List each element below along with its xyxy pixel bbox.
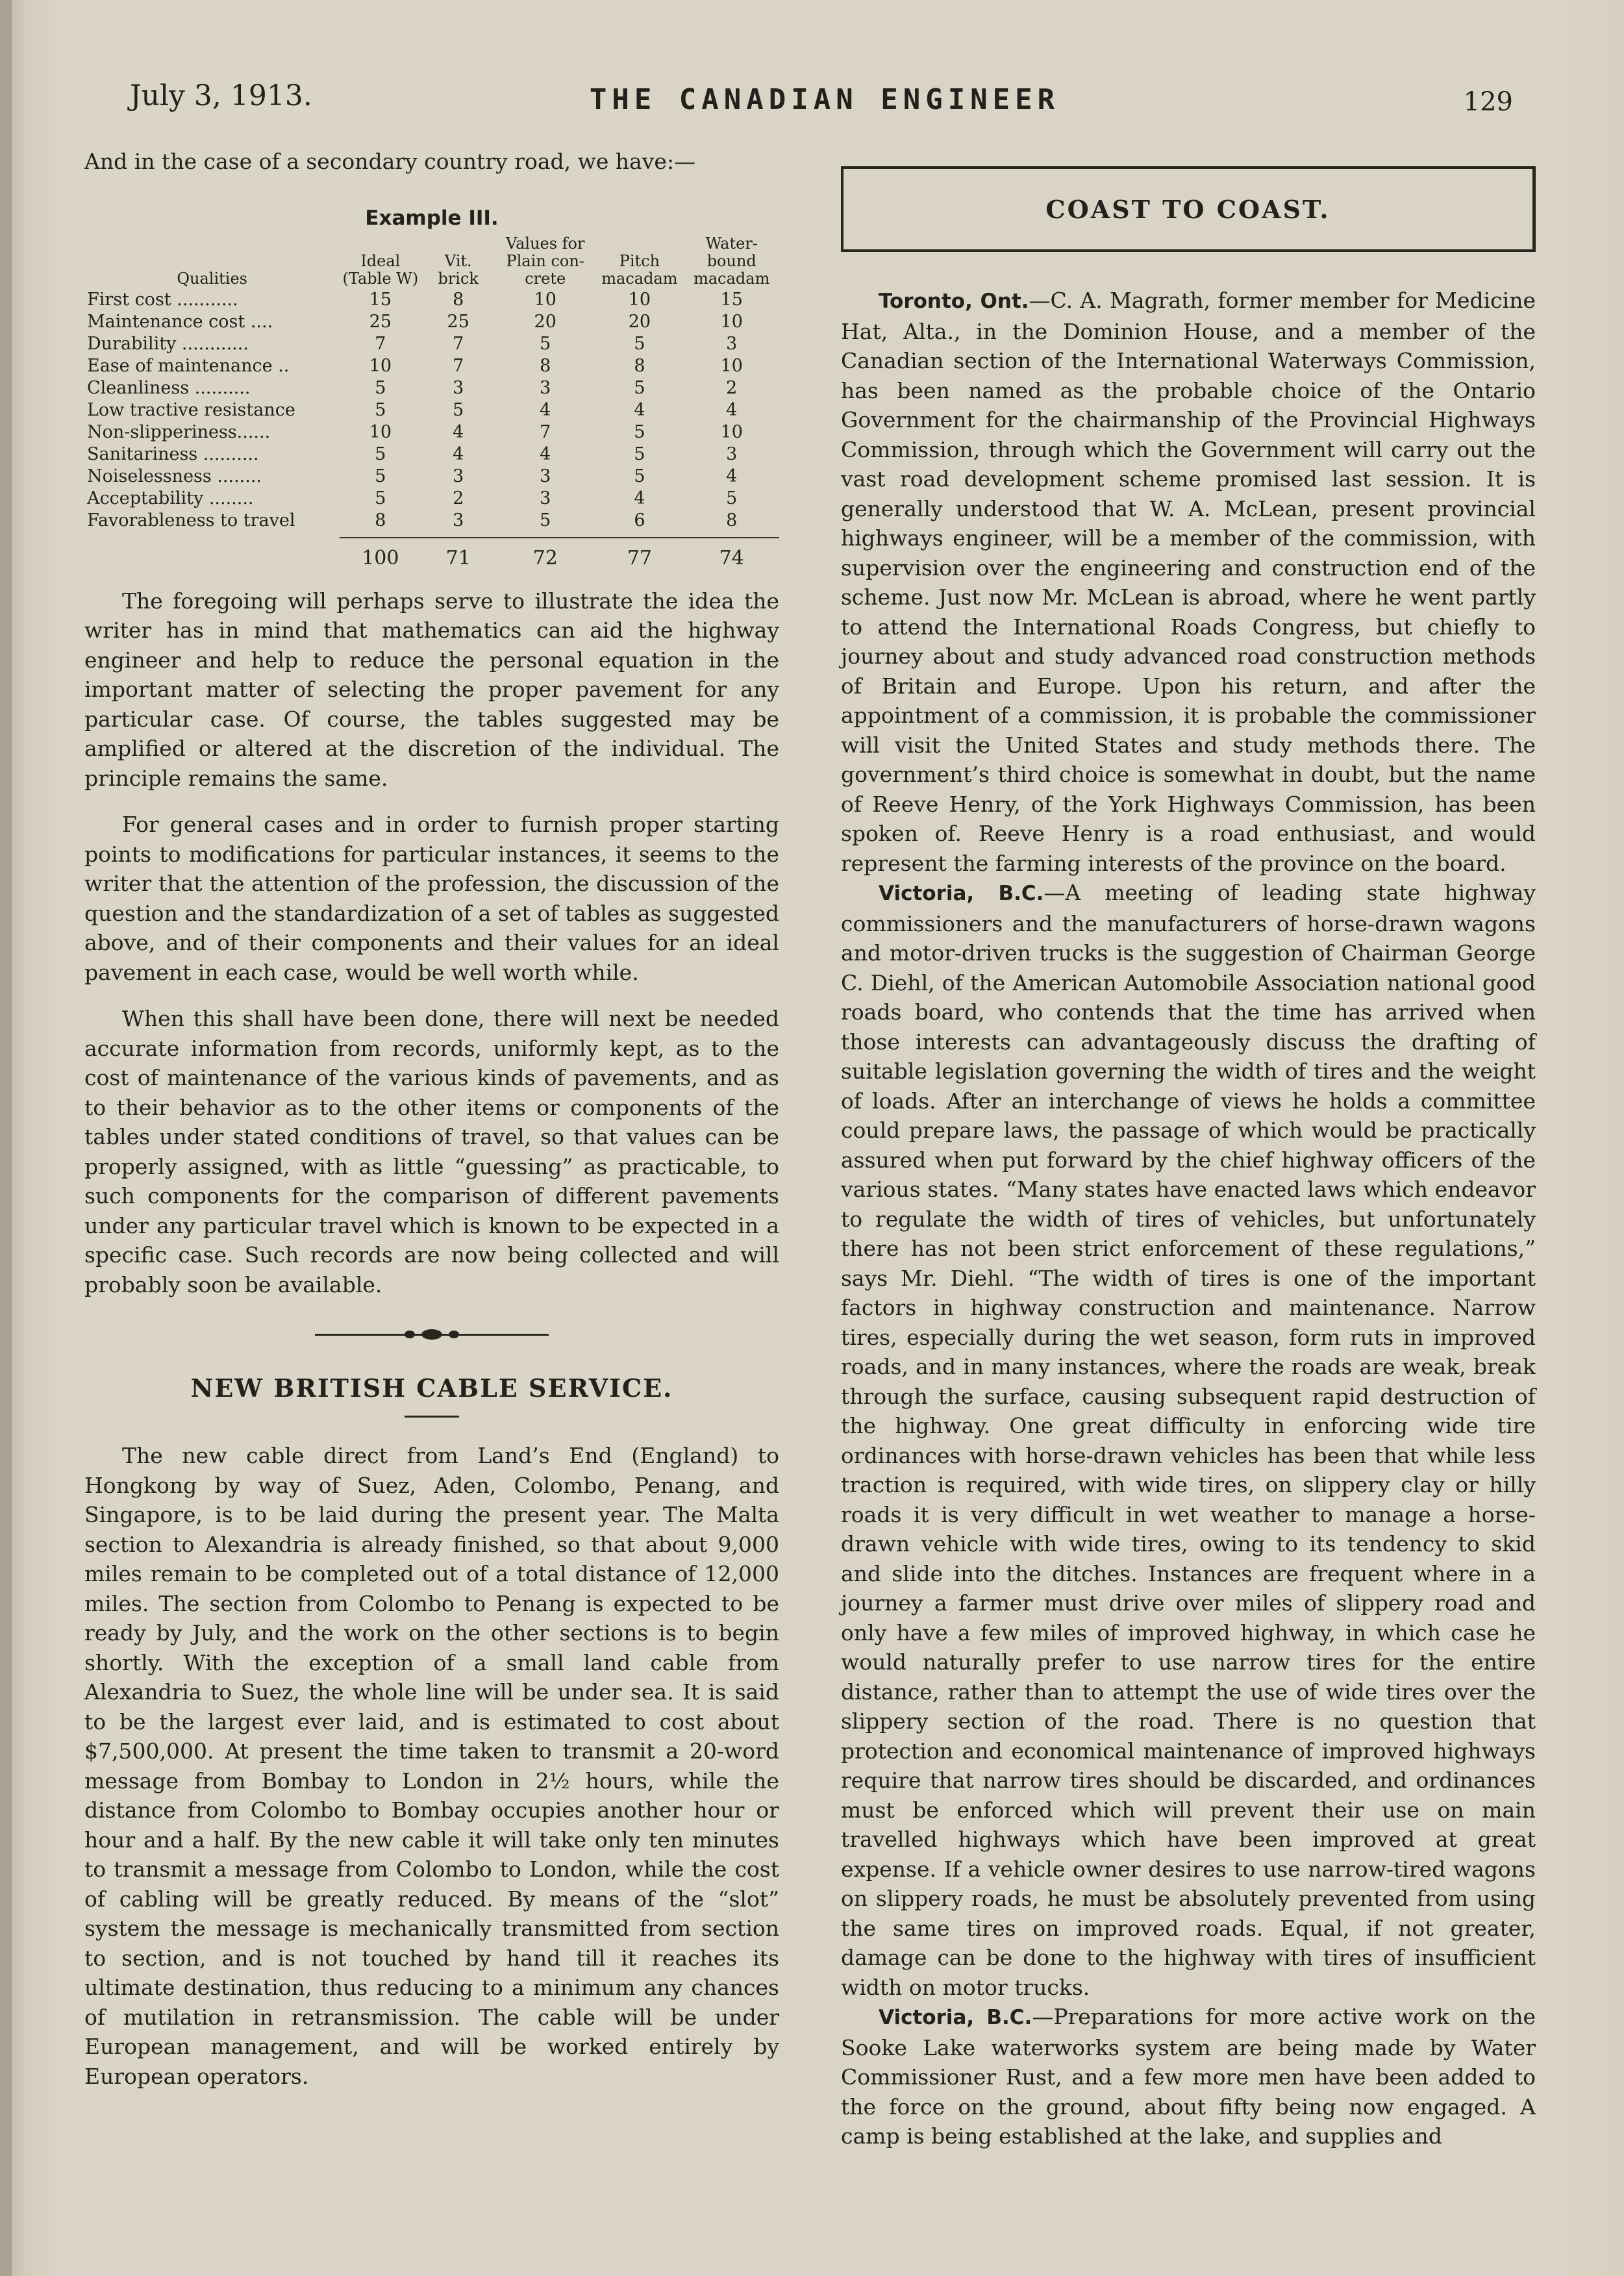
table-row (84, 289, 779, 311)
value-cell: 20 (534, 311, 556, 332)
news-item (841, 286, 1536, 878)
value-cell: 4 (726, 399, 738, 420)
value-cell: 3 (540, 488, 551, 508)
quality-cell: Noiselessness ........ (87, 466, 262, 486)
value-cell: 5 (375, 444, 386, 464)
col-header-ideal: Ideal (Table W) (342, 251, 419, 288)
value-cell: 5 (540, 333, 551, 354)
value-cell: 20 (628, 311, 651, 332)
value-cell: 4 (726, 466, 738, 486)
right-column (841, 166, 1536, 2151)
value-cell: 4 (540, 399, 551, 420)
quality-cell: Non-slipperiness...... (87, 421, 271, 442)
quality-cell: Cleanliness .......... (87, 377, 251, 398)
value-cell: 5 (634, 421, 645, 442)
value-cell: 5 (634, 377, 645, 398)
value-cell: 5 (453, 399, 464, 420)
news-text: —Preparations for more active work on the Sooke Lake waterworks system are being made by Water Commissioner Rust, and a few more men have been added to the force on the ground, about fifty being now engaged. A camp is being established at the lake, and supplies and (841, 2004, 1536, 2149)
value-cell: 7 (375, 333, 386, 354)
value-cell: 2 (453, 488, 464, 508)
cable-article-text: The new cable direct from Land’s End (England) to Hongkong by way of Suez, Aden, Colombo, Penang, and Singapore, is to be laid during the present year. The Malta section to Alexandria is already finished, so that about 9,000 miles remain to be completed out of a total distance of 12,000 miles. The section from Colombo to Penang is expected to be ready by July, and the work on the other sections is to begin shortly. With the exception of a small land cable from Alexandria to Suez, the whole line will be under sea. It is said to be the largest ever laid, and is estimated to cost about $7,500,000. At present the time taken to transmit a 20-word message from Bombay to London in 2½ hours, while the distance from Colombo to Bombay occupies another hour or hour and a half. By the new cable it will take only ten minutes to transmit a message from Colombo to London, while the cost of cabling will be greatly reduced. By means of the “slot” system the message is mechanically transmitted from section to section, and is not touched by hand till it reaches its ultimate destination, thus reducing to a minimum any chances of mutilation in retransmission. The cable will be under European management, and will be worked entirely by European operators. (84, 1443, 779, 2089)
value-cell: 5 (634, 444, 645, 464)
value-cell: 4 (453, 444, 464, 464)
col-header-qualities: Qualities (177, 269, 247, 288)
total-cell: 71 (445, 546, 471, 569)
coast-to-coast-box (841, 166, 1536, 252)
table-row (84, 466, 779, 488)
value-cell: 5 (375, 399, 386, 420)
table-row (84, 510, 779, 532)
paragraph: When this shall have been done, there will next be needed accurate information from records, uniformly kept, as to the cost of maintenance of the various kinds of pavements, and as to their behavior as to the other items or components of the tables under stated conditions of travel, so that values can be properly assigned, with as little “guessing” as practicable, to such components for the comparison of different pavements under any particular travel which is known to be expected in a specific case. Such records are now being collected and will probably soon be available. (84, 1006, 779, 1297)
coast-to-coast-title: COAST TO COAST. (1045, 194, 1330, 224)
value-cell: 5 (726, 488, 738, 508)
pavement-values-table (84, 235, 779, 569)
value-cell: 10 (369, 421, 392, 442)
col-header-plain-concrete: Values for Plain con- crete (505, 234, 585, 288)
cable-section-title: NEW BRITISH CABLE SERVICE. (190, 1373, 673, 1403)
quality-cell: Acceptability ........ (87, 488, 254, 508)
value-cell: 10 (369, 355, 392, 376)
news-item (841, 2002, 1536, 2151)
value-cell: 8 (375, 510, 386, 531)
news-text: —A meeting of leading state highway commissioners and the manufacturers of horse-drawn wagons and motor-driven trucks is the suggestion of Chairman George C. Diehl, of the American Automobile Association national good roads board, who contends that the time has arrived when those interests can advantageously discuss the drafting of suitable legislation governing the width of tires and the weight of loads. After an interchange of views he holds a committee could prepare laws, the passage of which would be practically assured when put forward by the chief highway officers of the various states. “Many states have enacted laws which endeavor to regulate the width of tires of vehicles, but unfortunately there has not been strict enforcement of these regulations,” says Mr. Diehl. “The width of tires is one of the important factors in highway construction and maintenance. Narrow tires, especially during the wet season, form ruts in improved roads, and in many instances, where the roads are weak, break through the surface, causing subsequent rapid destruction of the highway. One great difficulty in enforcing wide tire ordinances with horse-drawn vehicles has been that while less traction is required, with wide tires, on slippery clay or hilly roads it is very difficult in wet weather to manage a horse-drawn vehicle with wide tires, owing to its tendency to skid and slide into the ditches. Instances are frequent where in a journey a farmer must drive over miles of slippery road and only have a few miles of improved highway, in which case he would naturally prefer to use narrow tires for the entire distance, rather than to attempt the use of wide tires over the slippery section of the road. There is no question that protection and economical maintenance of improved highways require that narrow tires should be discarded, and ordinances must be enforced which will prevent their use on main travelled highways which have been improved at great expense. If a vehicle owner desires to use narrow-tired wagons on slippery roads, he must be absolutely prevented from using the same tires on improved roads. Equal, if not greater, damage can be done to the highway with tires of insufficient width on motor trucks. (841, 880, 1536, 2000)
table-row (84, 311, 779, 333)
table-header-row (84, 235, 779, 289)
value-cell: 10 (720, 311, 743, 332)
value-cell: 3 (540, 377, 551, 398)
table-row (84, 355, 779, 377)
intro-line: And in the case of a secondary country road, we have:— (84, 149, 696, 174)
value-cell: 25 (447, 311, 469, 332)
value-cell: 7 (453, 355, 464, 376)
quality-cell: Ease of maintenance .. (87, 355, 290, 376)
value-cell: 6 (634, 510, 645, 531)
example-heading: Example III. (365, 206, 499, 230)
news-dateline: Victoria, B.C. (879, 2006, 1032, 2029)
left-column (84, 147, 779, 2091)
binding-edge (0, 0, 12, 2276)
quality-cell: Maintenance cost .... (87, 311, 273, 332)
value-cell: 8 (634, 355, 645, 376)
col-header-waterbound-macadam: Water- bound macadam (693, 234, 770, 288)
value-cell: 4 (540, 444, 551, 464)
value-cell: 5 (375, 466, 386, 486)
value-cell: 5 (634, 466, 645, 486)
value-cell: 3 (540, 466, 551, 486)
value-cell: 3 (726, 444, 738, 464)
value-cell: 15 (369, 289, 392, 310)
value-cell: 3 (453, 510, 464, 531)
value-cell: 5 (375, 377, 386, 398)
value-cell: 3 (726, 333, 738, 354)
table-row (84, 399, 779, 421)
ornament-divider (315, 1328, 549, 1341)
news-dateline: Toronto, Ont. (879, 290, 1029, 313)
quality-cell: Low tractive resistance (87, 399, 295, 420)
paragraph: For general cases and in order to furnish proper starting points to modifications for particular instances, it seems to the writer that the attention of the profession, the discussion of the question and the standardization of a set of tables as suggested above, and of their components and their values for an ideal pavement in each case, would be well worth while. (84, 812, 779, 985)
running-head (130, 73, 1519, 125)
value-cell: 3 (453, 377, 464, 398)
title-rule (405, 1416, 459, 1418)
news-item (841, 878, 1536, 2002)
table-row (84, 488, 779, 510)
value-cell: 5 (375, 488, 386, 508)
value-cell: 10 (628, 289, 651, 310)
journal-title: THE CANADIAN ENGINEER (589, 83, 1060, 116)
news-text: —C. A. Magrath, former member for Medicine Hat, Alta., in the Dominion House, and a member of the Canadian section of the International Waterways Commission, has been named as the probable choice of the Ontario Government for the chairmanship of the Provincial Highways Commission, through which the Government will carry out the vast road development scheme promised last session. It is generally understood that W. A. McLean, present provincial highways engineer, will be a member of the commission, with supervision over the engineering and construction end of the scheme. Just now Mr. McLean is abroad, where he went partly to attend the International Roads Congress, but chiefly to journey about and study advanced road construction methods of Britain and Europe. Upon his return, and after the appointment of a commission, it is probable the commissioner will visit the United States and study methods there. The government’s third choice is somewhat in doubt, but the name of Reeve Henry, of the York Highways Commission, has been spoken of. Reeve Henry is a road enthusiast, and would represent the farming interests of the province on the board. (841, 288, 1536, 876)
table-row (84, 377, 779, 399)
issue-date: July 3, 1913. (130, 79, 312, 112)
value-cell: 4 (634, 399, 645, 420)
value-cell: 4 (634, 488, 645, 508)
value-cell: 7 (453, 333, 464, 354)
quality-cell: Favorableness to travel (87, 510, 295, 531)
table-row (84, 333, 779, 355)
page-number: 129 (1463, 87, 1513, 117)
value-cell: 8 (540, 355, 551, 376)
paragraph: The foregoing will perhaps serve to illustrate the idea the writer has in mind that mathematics can aid the highway engineer and help to reduce the personal equation in the important matter of selecting the proper pavement for any particular case. Of course, the tables suggested may be amplified or altered at the discretion of the individual. The principle remains the same. (84, 588, 779, 791)
value-cell: 10 (720, 355, 743, 376)
news-dateline: Victoria, B.C. (879, 882, 1044, 905)
quality-cell: Durability ............ (87, 333, 249, 354)
quality-cell: Sanitariness .......... (87, 444, 259, 464)
totals-row (84, 538, 779, 569)
total-cell: 74 (719, 546, 744, 569)
total-cell: 77 (627, 546, 652, 569)
value-cell: 25 (369, 311, 392, 332)
total-cell: 72 (532, 546, 558, 569)
value-cell: 2 (726, 377, 738, 398)
quality-cell: First cost ........... (87, 289, 238, 310)
value-cell: 10 (534, 289, 556, 310)
table-row (84, 421, 779, 444)
value-cell: 7 (540, 421, 551, 442)
value-cell: 8 (453, 289, 464, 310)
total-rule-row (84, 532, 779, 538)
table-body (84, 289, 779, 569)
col-header-vit-brick: Vit. brick (438, 251, 479, 288)
value-cell: 15 (720, 289, 743, 310)
col-header-pitch-macadam: Pitch macadam (601, 251, 678, 288)
value-cell: 5 (634, 333, 645, 354)
value-cell: 5 (540, 510, 551, 531)
table-row (84, 444, 779, 466)
value-cell: 10 (720, 421, 743, 442)
value-cell: 4 (453, 421, 464, 442)
value-cell: 3 (453, 466, 464, 486)
value-cell: 8 (726, 510, 738, 531)
total-cell: 100 (362, 546, 399, 569)
